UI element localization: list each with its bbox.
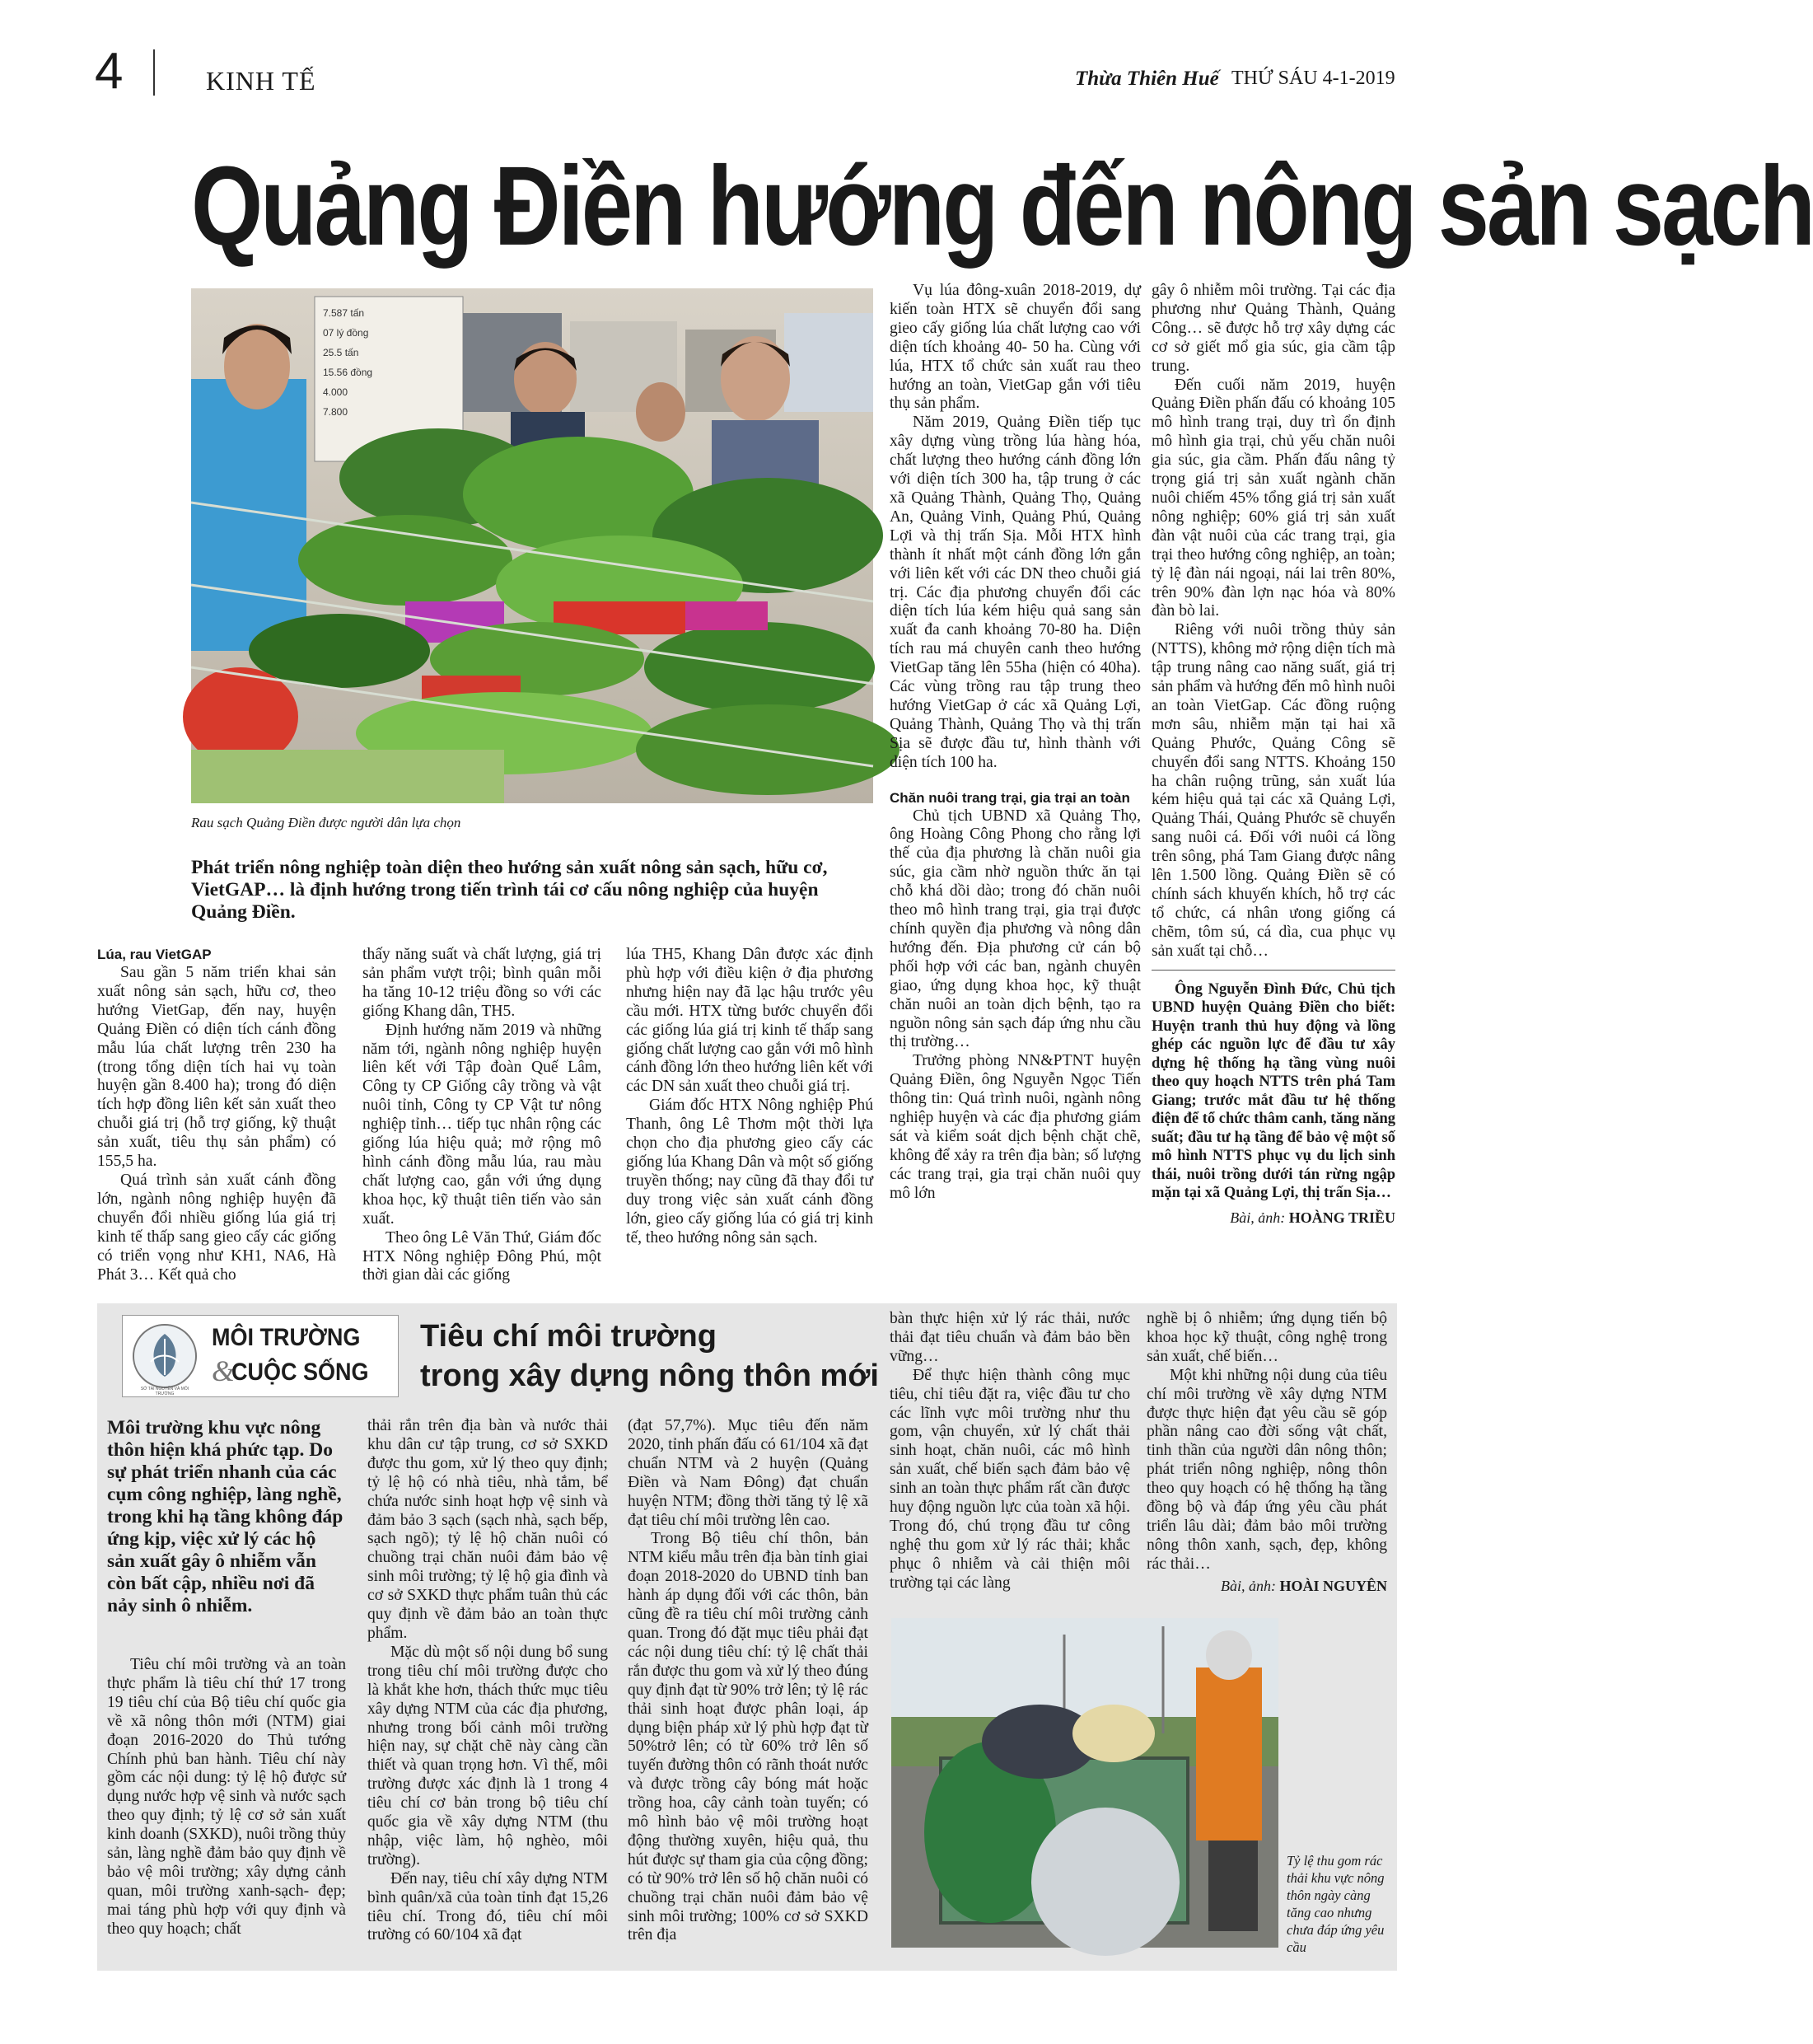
article-column-3 — [626, 946, 873, 1248]
paragraph: Theo ông Lê Văn Thứ, Giám đốc HTX Nông nghiệp Đông Phú, một thời gian dài các giống — [362, 1228, 601, 1284]
env-photo-caption: Tỷ lệ thu gom rác thải khu vực nông thôn ngày càng tăng cao nhưng chưa đáp ứng yêu cầu — [1287, 1853, 1385, 1955]
byline-author: HOÀI NGUYÊN — [1279, 1577, 1387, 1594]
env-column-2 — [367, 1417, 608, 1945]
paragraph: Một khi những nội dung của tiêu chí môi trường về xây dựng NTM được thực hiện đạt yêu cầu sẽ góp phần nâng cao đời sống vật chất, tinh thần của người dân nông thôn; phát triển nông nghiệp, nông thôn theo quy hoạch có hệ thống hạ tầng đồng bộ và đáp ứng yêu cầu phát triển lâu dài; đảm bảo môi trường nông thôn xanh, sạch, đẹp, không rác thải… — [1147, 1366, 1387, 1573]
quote-divider — [1152, 970, 1395, 971]
paragraph: thấy năng suất và chất lượng, giá trị sản phẩm vượt trội; bình quân mỗi ha tăng 10-12 triệu đồng so với các giống Khang dân, TH5. — [362, 946, 601, 1020]
env-headline-line: Tiêu chí môi trường — [420, 1319, 717, 1354]
paragraph: Trong Bộ tiêu chí thôn, bản NTM kiểu mẫu trên địa bàn tỉnh giai đoạn 2018-2020 do UBND tỉnh ban hành áp dụng đối với các thôn, bản cũng đề ra tiêu chí môi trường cảnh quan. Trong đó đặt mục tiêu phải đạt các nội dung tiêu chí: tỷ lệ chất thải rắn được thu gom và xử lý theo đúng quy định đạt từ 90% trở lên; tỷ lệ rác thải sinh hoạt được phân loại, áp dụng biện pháp xử lý phù hợp đạt từ 50%trở lên; có từ 60% trở lên số tuyến đường thôn có rãnh thoát nước và được trồng cây bóng mát hoặc trồng hoa, cây cảnh toàn tuyến; có mô hình bảo vệ môi trường hoạt động thường xuyên, hiệu quả, thu hút được sự tham gia của cộng đồng; có từ 90% trở lên số hộ chăn nuôi có chuồng trại chăn nuôi đảm bảo vệ sinh môi trường; 100% cơ sở SXKD trên địa — [628, 1530, 868, 1944]
byline-author: HOÀNG TRIỀU — [1288, 1209, 1395, 1226]
logo-title-2: CUỘC SỐNG — [231, 1359, 369, 1386]
price-board-line: 7.800 — [323, 406, 348, 418]
article-column-5 — [1152, 282, 1395, 1227]
paragraph: Định hướng năm 2019 và những năm tới, ngành nông nghiệp huyện liên kết với Tập đoàn Quế Lâm, Công ty CP Giống cây trồng và vật nuôi tỉnh, Công ty CP Vật tư nông nghiệp tỉnh… tiếp tục nhân rộng các giống lúa hiệu quả; mở rộng mô hình cánh đồng mẫu lúa, rau màu chất lượng cao, gắn với ứng dụng khoa học, kỹ thuật tiên tiến vào sản xuất. — [362, 1021, 601, 1228]
env-headline — [420, 1317, 881, 1396]
byline-label: Bài, ảnh: — [1230, 1209, 1286, 1226]
paragraph: Tiêu chí môi trường và an toàn thực phẩm là tiêu chí thứ 17 trong 19 tiêu chí của Bộ tiêu chí quốc gia về xã nông thôn mới (NTM) giai đoạn 2016-2020 do Thủ tướng Chính phủ ban hành. Tiêu chí này gồm các nội dung: tỷ lệ hộ được sử dụng nước hợp vệ sinh và nước sạch theo quy định; tỷ lệ cơ sở sản xuất kinh doanh (SXKD), nuôi trồng thủy sản, làng nghề đảm bảo quy định về bảo vệ môi trường; xây dựng cảnh quan, môi trường xanh-sạch- đẹp; mai táng phù hợp với quy định và theo quy hoạch; chất — [107, 1656, 346, 1938]
price-board-line: 4.000 — [323, 386, 348, 398]
env-byline — [1147, 1578, 1387, 1595]
logo-title-1: MÔI TRƯỜNG — [212, 1324, 361, 1351]
paragraph: Vụ lúa đông-xuân 2018-2019, dự kiến toàn HTX sẽ chuyển đổi sang gieo cấy giống lúa chất lượng cao với diện tích khoảng 40- 50 ha. Cùng với lúa, HTX tổ chức sản xuất rau theo hướng an toàn, VietGap gắn với tiêu thụ sản phẩm. — [890, 282, 1141, 413]
leaf-logo-icon — [131, 1322, 199, 1390]
waste-cart-image — [891, 1618, 1278, 1948]
env-headline-line: trong xây dựng nông thôn mới — [420, 1359, 879, 1393]
article-lead: Phát triển nông nghiệp toàn diện theo hướng sản xuất nông sản sạch, hữu cơ, VietGAP… là định hướng trong tiến trình tái cơ cấu nông nghiệp của huyện Quảng Điền. — [191, 857, 828, 923]
env-lead: Môi trường khu vực nông thôn hiện khá phức tạp. Do sự phát triển nhanh của các cụm công nghiệp, làng nghề, trong khi hạ tầng không đáp ứng kịp, việc xử lý các hộ sản xuất gây ô nhiễm vẫn còn bất cập, nhiều nơi đã nảy sinh ô nhiễm. — [107, 1417, 343, 1616]
headline: Quảng Điền hướng đến nông sản sạch — [191, 143, 1813, 269]
env-column-1 — [107, 1656, 346, 1939]
paragraph: Để thực hiện thành công mục tiêu, chỉ tiêu đặt ra, việc đầu tư cho các lĩnh vực môi trường như thu gom, vận chuyển, xử lý chất thải sinh hoạt, chăn nuôi, các mô hình sản xuất, chế biến sạch đảm bảo vệ sinh an toàn thực phẩm rất cần được huy động nguồn lực của toàn xã hội. Trong đó, chú trọng đầu tư công nghệ thu gom xử lý rác thải; khắc phục ô nhiễm và cải thiện môi trường tại các làng — [890, 1366, 1130, 1592]
article-column-4 — [890, 282, 1141, 1204]
paragraph: Chủ tịch UBND xã Quảng Thọ, ông Hoàng Công Phong cho rằng lợi thế của địa phương là chăn nuôi gia súc, gia cầm nhờ nguồn thức ăn tại chỗ khá dồi dào; trong đó chăn nuôi theo mô hình trang trại, gia trại được chính quyền địa phương và nông dân hướng đến. Địa phương cử cán bộ phối hợp với các ban, ngành chuyên giao, ứng dụng khoa học, kỹ thuật chăn nuôi an toàn dịch bệnh, tạo ra nguồn nông sản sạch đáp ứng nhu cầu thị trường… — [890, 807, 1141, 1051]
paragraph: Sau gần 5 năm triển khai sản xuất nông sản sạch, hữu cơ, theo hướng VietGap, đến nay, huyện Quảng Điền có diện tích cánh đồng mẫu lúa chất lượng trên 230 ha (trong tổng diện tích hai vụ toàn huyện gần 8.400 ha); trong đó diện tích hợp đồng liên kết sản xuất theo chuỗi giá trị (hỗ trợ giống, kỹ thuật sản xuất, tiêu thụ sản phẩm) có 155,5 ha. — [97, 964, 336, 1171]
price-board-line: 15.56 đồng — [323, 367, 373, 378]
env-logo-box — [122, 1315, 399, 1397]
price-board — [323, 303, 455, 422]
paragraph: Quá trình sản xuất cánh đồng lớn, ngành nông nghiệp huyện đã chuyển đổi nhiều giống lúa giá trị kinh tế thấp sang gieo cấy các giống có triển vọng như KH1, NA6, Hà Phát 3… Kết quả cho — [97, 1171, 336, 1284]
subhead: Chăn nuôi trang trại, gia trại an toàn — [890, 789, 1130, 806]
article-column-2 — [362, 946, 601, 1285]
paragraph: nghề bị ô nhiễm; ứng dụng tiến bộ khoa học kỹ thuật, công nghệ trong sản xuất, chế biến… — [1147, 1310, 1387, 1365]
vegetable-stall-image — [191, 288, 873, 803]
paragraph: Đến nay, tiêu chí xây dựng NTM bình quân/xã của toàn tỉnh đạt 15,26 tiêu chí. Trong đó, tiêu chí môi trường có 60/104 xã đạt — [367, 1869, 608, 1944]
paragraph: Năm 2019, Quảng Điền tiếp tục xây dựng vùng trồng lúa hàng hóa, chất lượng theo hướng cánh đồng lớn với diện tích 300 ha, tập trung ở các xã Quảng Thành, Quảng Thọ, Quảng An, Quảng Vinh, Quảng Phú, Quảng Lợi và thị trấn Sịa. Mỗi HTX hình thành ít nhất một cánh đồng lớn gắn với liên kết với các DN theo chuỗi giá trị. Các địa phương chuyển đổi các diện tích lúa kém hiệu quả sang sản xuất đa canh khoảng 70-80 ha. Diện tích rau má chuyên canh theo hướng VietGap tăng lên 55ha (hiện có 40ha). Các vùng trồng rau tập trung theo hướng VietGap ở các xã Quảng Lợi, Quảng Thành, Quảng Thọ và thị trấn Sịa sẽ được đầu tư, hình thành với diện tích 100 ha. — [890, 414, 1141, 771]
logo-small-text: SỞ TÀI NGUYÊN VÀ MÔI TRƯỜNG — [140, 1387, 189, 1396]
header-divider — [153, 49, 155, 96]
env-column-3 — [628, 1417, 868, 1945]
paragraph: bàn thực hiện xử lý rác thải, nước thải đạt tiêu chuẩn và đảm bảo bền vững… — [890, 1310, 1130, 1365]
price-board-line: 7.587 tấn — [323, 307, 365, 319]
paragraph: gây ô nhiễm môi trường. Tại các địa phương như Quảng Thành, Quảng Công… sẽ được hỗ trợ xây dựng các cơ sở giết mổ gia súc, gia cầm tập trung. — [1152, 282, 1395, 375]
price-board-line: 25.5 tấn — [323, 347, 359, 358]
paragraph: Mặc dù một số nội dung bổ sung trong tiêu chí môi trường được cho là khắt khe hơn, thách thức mục tiêu xây dựng NTM của các địa phương, nhưng trong bối cảnh môi trường hiện nay, sự chặt chẽ này càng cần thiết và quan trọng hơn. Vì thế, môi trường được xác định là 1 trong 4 tiêu chí cơ bản trong bộ tiêu chí quốc gia về xây dựng NTM (thu nhập, việc làm, hộ nghèo, môi trường). — [367, 1643, 608, 1869]
waste-collection-photo — [891, 1618, 1278, 1948]
price-board-line: 07 lý đồng — [323, 327, 369, 339]
subhead: Lúa, rau VietGAP — [97, 947, 212, 962]
byline-label: Bài, ảnh: — [1220, 1577, 1276, 1594]
byline — [1152, 1209, 1395, 1227]
paragraph: Trưởng phòng NN&PTNT huyện Quảng Điền, ông Nguyễn Ngọc Tiến thông tin: Quá trình nuôi, ngành nông nghiệp huyện và các địa phương giám sát và kiểm soát dịch bệnh chặt chẽ, không để xảy ra trên địa bàn; số lượng các trang trại, gia trại chăn nuôi quy mô lớn — [890, 1052, 1141, 1202]
paragraph: Giám đốc HTX Nông nghiệp Phú Thanh, ông Lê Thơm một thời lựa chọn cho địa phương gieo cấy các giống lúa Khang Dân và một số giống truyền thống; nay cũng đã thay đổi tư duy trong việc sản xuất cánh đồng lớn, gieo cấy giống lúa có giá trị kinh tế, theo hướng nông sản sạch. — [626, 1097, 873, 1247]
logo-ampersand: & — [212, 1354, 236, 1387]
section-name: KINH TẾ — [206, 66, 316, 96]
article-column-1 — [97, 946, 336, 1284]
issue-date: THỨ SÁU 4-1-2019 — [1231, 68, 1395, 89]
paragraph: lúa TH5, Khang Dân được xác định phù hợp với điều kiện ở địa phương nhưng hiện nay đã lạc hậu trước yêu cầu mới. HTX từng bước chuyển đổi các giống lúa giá trị kinh tế thấp sang giống chất lượng cao gắn với mô hình cánh đồng lớn theo hướng liên kết với các DN sản xuất theo chuỗi giá trị. — [626, 946, 873, 1096]
env-column-4 — [890, 1310, 1130, 1593]
vegetable-photo — [191, 288, 873, 803]
paragraph: thải rắn trên địa bàn và nước thải khu dân cư tập trung, cơ sở SXKD được thu gom, xử lý theo quy định; tỷ lệ hộ có nhà tiêu, nhà tắm, bể chứa nước sinh hoạt hợp vệ sinh và đảm bảo 3 sạch (sạch nhà, sạch bếp, sạch ngõ); tỷ lệ hộ chăn nuôi có chuồng trại chăn nuôi đảm bảo vệ sinh môi trường; tỷ lệ hộ gia đình và cơ sở SXKD thực phẩm tuân thủ các quy định về đảm bảo an toàn thực phẩm. — [367, 1417, 608, 1642]
env-column-5 — [1147, 1310, 1387, 1595]
page-number: 4 — [95, 43, 124, 100]
newspaper-name: Thừa Thiên Huế — [1075, 68, 1219, 90]
paragraph: Đến cuối năm 2019, huyện Quảng Điền phấn đấu có khoảng 105 mô hình trang trại, duy trì ổn định mô hình gia trại, chủ yếu chăn nuôi gia súc, gia cầm. Phấn đấu nâng tỷ trọng giá trị sản xuất ngành chăn nuôi chiếm 45% tổng giá trị sản xuất nông nghiệp; 60% giá trị sản xuất đàn vật nuôi của các trang trại, gia trại theo hướng công nghiệp, an toàn; tỷ lệ đàn nái ngoại, nái lai trên 80%, trên 90% đàn lợn nạc hóa và 80% đàn bò lai. — [1152, 376, 1395, 620]
pull-quote: Ông Nguyễn Đình Đức, Chủ tịch UBND huyện Quảng Điền cho biết: Huyện tranh thủ huy động và lồng ghép các nguồn lực để đầu tư xây dựng hệ thống hạ tầng vùng nuôi theo quy hoạch NTTS trên phá Tam Giang; trước mắt đầu tư hệ thống điện để tổ chức thâm canh, tăng năng suất; đầu tư hạ tầng để bảo vệ một số mô hình NTTS phục vụ du lịch sinh thái, nuôi trồng dưới tán rừng ngập mặn tại xã Quảng Lợi, thị trấn Sịa… — [1152, 980, 1395, 1202]
photo-caption: Rau sạch Quảng Điền được người dân lựa chọn — [191, 815, 461, 830]
paragraph: Riêng với nuôi trồng thủy sản (NTTS), không mở rộng diện tích mà tập trung nâng cao năng suất, giá trị sản phẩm và hướng đến mô hình nuôi an toàn VietGap. Các đồng ruộng mơn sâu, nhiễm mặn tại hai xã Quảng Phước, Quảng Công sẽ chuyển đổi sang NTTS. Khoảng 150 ha chân ruộng trũng, sản xuất lúa kém hiệu quả tại các xã Quảng Lợi, Quảng Thái, Quảng Phước sẽ chuyển sang nuôi cá. Đối với nuôi cá lồng trên sông, phá Tam Giang được nâng lên 1.500 lồng. Quảng Điền sẽ có chính sách khuyến khích, hỗ trợ các tổ chức, cá nhân ưong giống cá chẽm, tôm sú, cá dìa, cua phục vụ sản xuất tại chỗ… — [1152, 621, 1395, 960]
page-header — [0, 0, 1484, 107]
paragraph: (đạt 57,7%). Mục tiêu đến năm 2020, tỉnh phấn đấu có 61/104 xã đạt chuẩn NTM và 2 huyện (Quảng Điền và Nam Đông) đạt chuẩn huyện NTM; đồng thời tăng tỷ lệ xã đạt tiêu chí môi trường lên cao. — [628, 1417, 868, 1529]
